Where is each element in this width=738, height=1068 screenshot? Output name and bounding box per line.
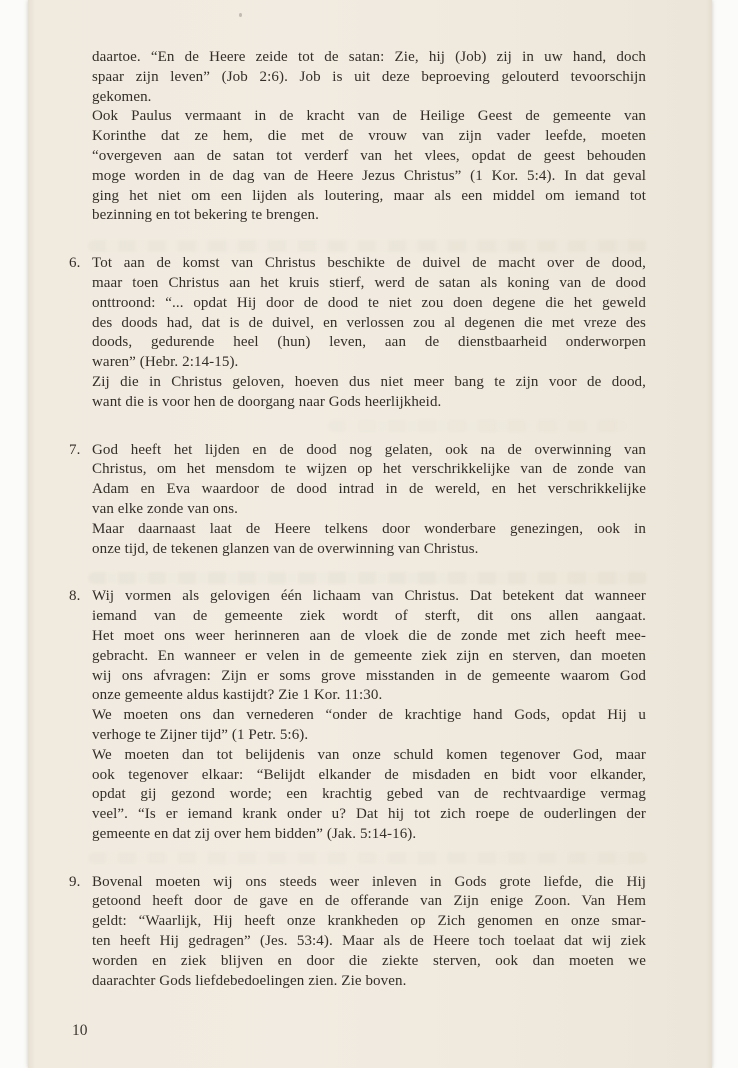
text-line: Adam en Eva waardoor de dood intrad in de wereld, en het verschrikkelijke [92,481,646,498]
text-line: getoond heeft door de gave en de offerande van Zijn enige Zoon. Van Hem [92,893,646,910]
text-line: onttroond: “... opdat Hij door de dood te niet zou doen degene die het geweld [92,294,646,311]
text-line: iemand van de gemeente ziek wordt of sterft, dit ons allen aangaat. [92,608,646,625]
text-line: opdat gij gezond worde; een krachtig gebed van de rechtvaardige vermag [92,786,646,803]
text-line: spaar zijn leven” (Job 2:6). Job is uit deze beproeving gelouterd tevoorschijn [92,68,646,85]
text-line: ook tegenover elkaar: “Belijdt elkander de misdaden en bidt voor elkander, [92,766,646,783]
paper-speck [239,13,242,17]
text-line: ging het niet om een lijden als loutering, maar als een middel om iemand tot [92,187,646,204]
text-line: onze tijd, de tekenen glanzen van de overwinning van Christus. [92,540,479,557]
text-line: doods, gedurende heel (hun) leven, aan de dienstbaarheid onderworpen [92,334,646,351]
text-line: Tot aan de komst van Christus beschikte de duivel de macht over de dood, [92,255,646,272]
text-line: God heeft het lijden en de dood nog gelaten, ook na de overwinning van [92,441,646,458]
text-line: daartoe. “En de Heere zeide tot de satan: Zie, hij (Job) zij in uw hand, doch [92,49,646,65]
text-line: Het moet ons weer herinneren aan de vloek die de zonde met zich heeft mee- [92,627,646,644]
text-line: Korinthe dat ze hem, die met de vrouw van zijn vader leefde, moeten [92,128,646,145]
text-line: We moeten ons dan vernederen “onder de krachtige hand Gods, opdat Hij u [92,707,646,724]
numbered-item [69,441,646,560]
text-line: onze gemeente aldus kastijdt? Zie 1 Kor. 11:30. [92,687,383,704]
text-line: Bovenal moeten wij ons steeds weer inleven in Gods grote liefde, die Hij [92,873,646,890]
scan-margin-right [712,0,738,1068]
text-line: waren” (Hebr. 2:14-15). [92,354,239,371]
text-block [69,48,646,991]
text-line: want die is voor hen de doorgang naar Gods heerlijkheid. [92,393,442,410]
text-line: Ook Paulus vermaant in de kracht van de Heilige Geest de gemeente van [92,108,646,125]
text-line: Maar daarnaast laat de Heere telkens door wonderbare genezingen, ook in [92,520,646,537]
page-number: 10 [72,1022,88,1039]
text-line: veel”. “Is er iemand krank onder u? Dat hij tot zich roepe de ouderlingen der [92,806,646,823]
text-line: gekomen. [92,88,152,105]
text-line: ten heeft Hij gedragen” (Jes. 53:4). Maar als de Heere toch toelaat dat wij ziek [92,933,646,950]
book-page [28,0,712,1068]
text-line: geldt: “Waarlijk, Hij heeft onze krankheden op Zich genomen en onze smar- [92,913,646,930]
numbered-item [69,254,646,412]
text-line: van elke zonde van ons. [92,500,239,517]
numbered-item [69,873,646,992]
text-line: “overgeven aan de satan tot verderf van het vlees, opdat de geest behouden [92,147,646,164]
numbered-item [69,587,646,844]
text-line: daarachter Gods liefdebedoelingen zien. Zie boven. [92,972,407,989]
text-line: gebracht. En wanneer er velen in de gemeente ziek zijn en sterven, dan moeten [92,647,646,664]
text-line: des doods had, dat is de duivel, en verlossen zou al degenen die met vreze des [92,314,646,331]
item-number: 8. [69,588,81,605]
text-line: gemeente en dat zij over hem bidden” (Jak. 5:14-16). [92,825,417,842]
text-line: wij ons afvragen: Zijn er soms grove misstanden in de gemeente waarom God [92,667,646,684]
item-number: 6. [69,255,81,272]
item-number: 9. [69,873,81,890]
text-line: moge worden in de dag van de Heere Jezus Christus” (1 Kor. 5:4). In dat geval [92,167,646,184]
text-line: maar toen Christus aan het kruis stierf, werd de satan als koning van de dood [92,274,646,291]
text-line: Christus, om het mensdom te wijzen op het verschrikkelijke van de zonde van [92,461,646,478]
paragraph [92,48,646,226]
text-line: bezinning en tot bekering te brengen. [92,207,319,224]
item-number: 7. [69,441,81,458]
text-line: Zij die in Christus geloven, hoeven dus niet meer bang te zijn voor de dood, [92,373,646,390]
text-line: verhoge te Zijner tijd” (1 Petr. 5:6). [92,726,309,743]
text-line: We moeten dan tot belijdenis van onze schuld komen tegenover God, maar [92,746,646,763]
scan-margin-left [0,0,28,1068]
text-line: worden en ziek blijven en door die ziekte sterven, ook dan moeten we [92,952,646,969]
text-line: Wij vormen als gelovigen één lichaam van Christus. Dat betekent dat wanneer [92,588,646,605]
